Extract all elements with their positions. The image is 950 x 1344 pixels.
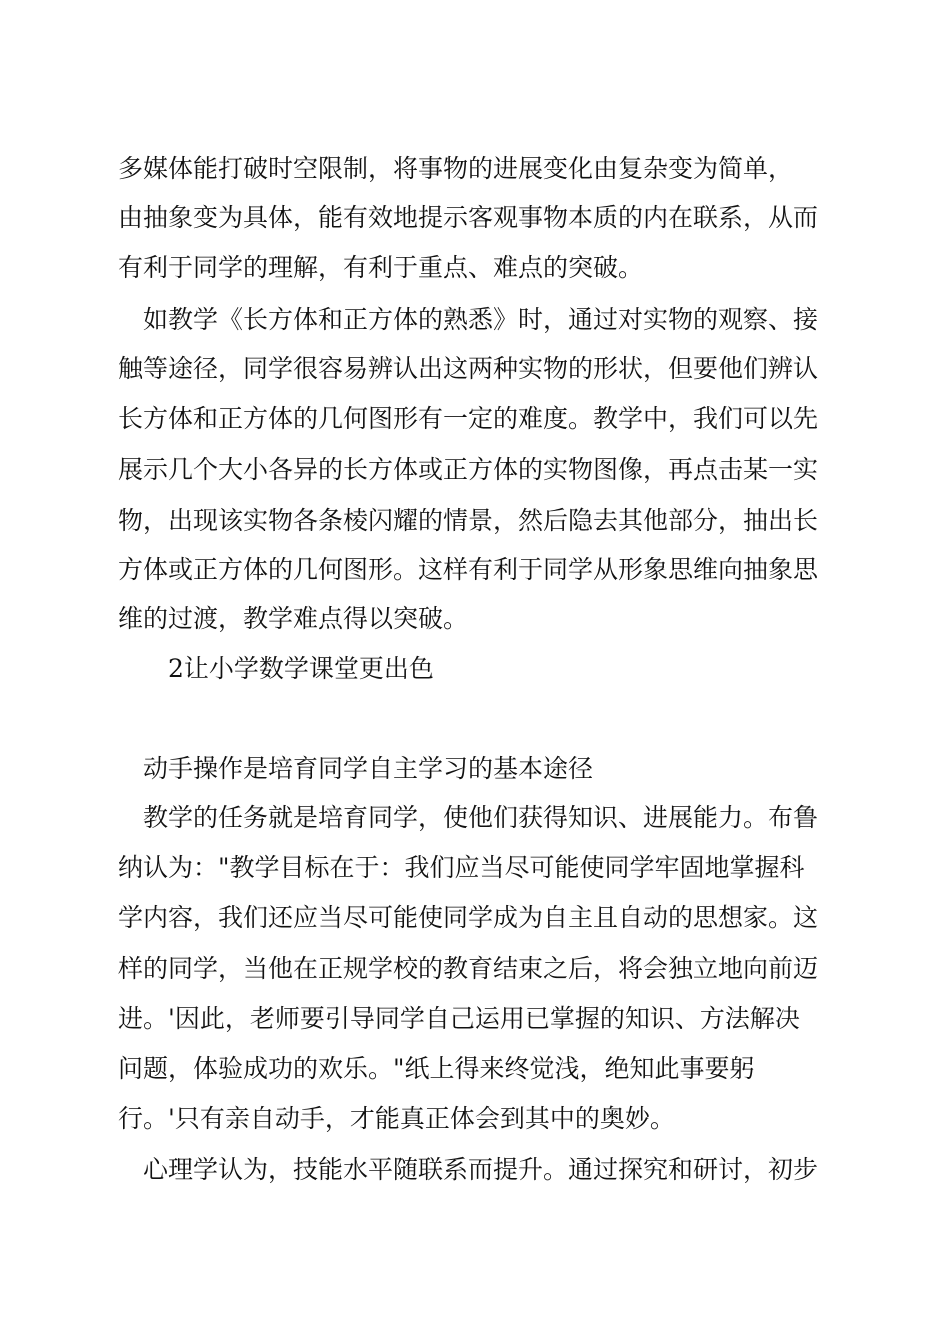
text-line: 心理学认为，技能水平随联系而提升。通过探究和研讨，初步 (143, 1155, 819, 1184)
text-line: 进。'因此，老师要引导同学自己运用已掌握的知识、方法解决 (118, 1004, 800, 1033)
text-line: 展示几个大小各异的长方体或正方体的实物图像，再点击某一实 (118, 455, 819, 484)
text-line: 有利于同学的理解，有利于重点、难点的突破。 (118, 253, 644, 282)
text-line: 学内容，我们还应当尽可能使同学成为自主且自动的思想家。这 (118, 903, 819, 932)
text-line: 长方体和正方体的几何图形有一定的难度。教学中，我们可以先 (118, 404, 819, 433)
text-line: 纳认为："教学目标在于：我们应当尽可能使同学牢固地掌握科 (118, 853, 805, 882)
text-line: 如教学《长方体和正方体的熟悉》时，通过对实物的观察、接 (143, 305, 819, 334)
section-heading: 2让小学数学课堂更出色 (168, 654, 434, 683)
text-line: 教学的任务就是培育同学，使他们获得知识、进展能力。布鲁 (143, 803, 819, 832)
text-line: 多媒体能打破时空限制，将事物的进展变化由复杂变为简单， (118, 154, 794, 183)
text-line: 样的同学，当他在正规学校的教育结束之后，将会独立地向前迈 (118, 954, 819, 983)
subsection-heading: 动手操作是培育同学自主学习的基本途径 (143, 754, 594, 783)
text-line: 物，出现该实物各条棱闪耀的情景，然后隐去其他部分，抽出长 (118, 506, 819, 535)
text-line: 问题，体验成功的欢乐。"纸上得来终觉浅，绝知此事要躬 (118, 1054, 755, 1083)
text-line: 行。'只有亲自动手，才能真正体会到其中的奥妙。 (118, 1104, 675, 1133)
text-line: 维的过渡，教学难点得以突破。 (118, 604, 469, 633)
text-line: 方体或正方体的几何图形。这样有利于同学从形象思维向抽象思 (118, 555, 819, 584)
text-line: 触等途径，同学很容易辨认出这两种实物的形状，但要他们辨认 (118, 354, 819, 383)
text-line: 由抽象变为具体，能有效地提示客观事物本质的内在联系，从而 (118, 203, 819, 232)
